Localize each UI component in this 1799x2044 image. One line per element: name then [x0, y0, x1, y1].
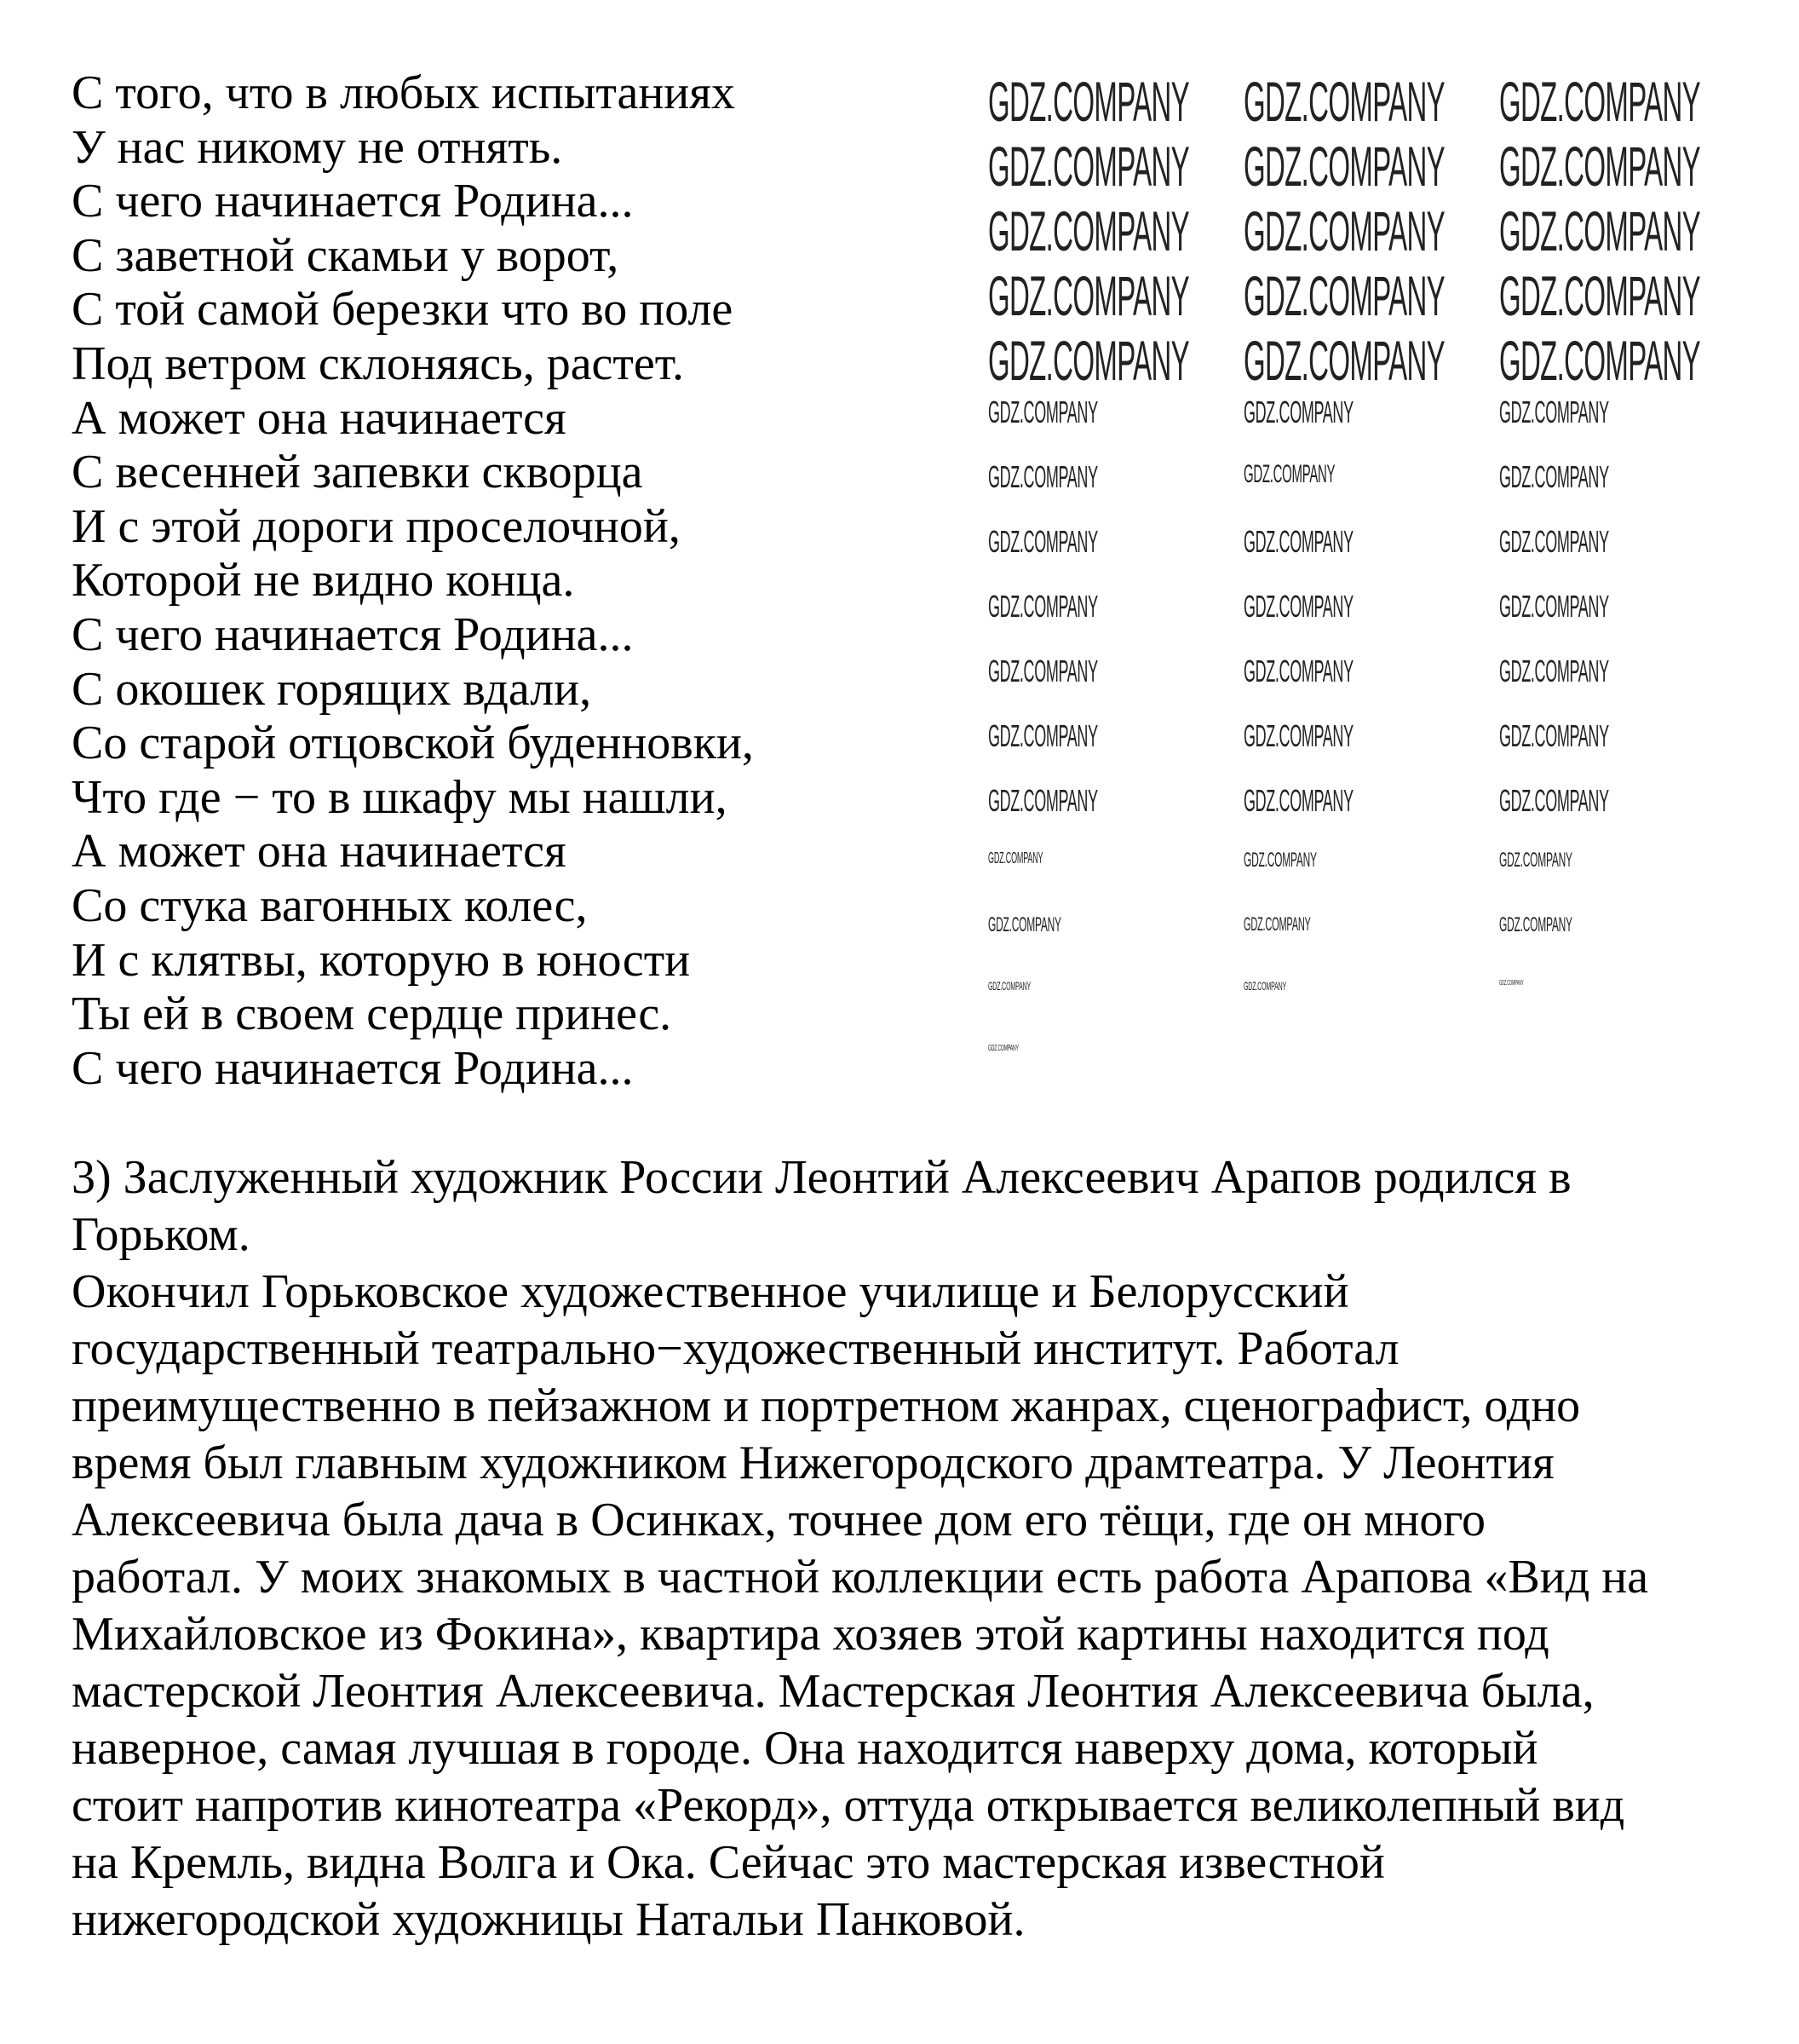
watermark-text: GDZ.COMPANY — [1499, 264, 1700, 327]
paragraph-line: на Кремль, видна Волга и Ока. Сейчас это мастерская известной — [72, 1836, 1385, 1889]
paragraph-line: работал. У моих знакомых в частной коллекции есть работа Арапова «Вид на — [72, 1551, 1649, 1604]
poem-line: С того, что в любых испытаниях — [72, 66, 736, 119]
watermark-text: GDZ.COMPANY — [1499, 913, 1572, 936]
watermark-text: GDZ.COMPANY — [1244, 524, 1354, 559]
paragraph-line: мастерской Леонтия Алексеевича. Мастерская Леонтия Алексеевича была, — [72, 1665, 1595, 1718]
poem-line: Со старой отцовской буденновки, — [72, 717, 754, 770]
poem-line: С чего начинается Родина... — [72, 1041, 634, 1095]
poem-line: С той самой березки что во поле — [72, 283, 733, 337]
poem-line: Под ветром склоняясь, растет. — [72, 337, 685, 390]
watermark-text: GDZ.COMPANY — [988, 459, 1098, 494]
paragraph-line: время был главным художником Нижегородского драмтеатра. У Леонтия — [72, 1437, 1555, 1489]
watermark-text: GDZ.COMPANY — [1244, 589, 1354, 624]
watermark-text: GDZ.COMPANY — [1499, 329, 1700, 392]
watermark-text: GDZ.COMPANY — [1244, 783, 1354, 818]
watermark-text: GDZ.COMPANY — [988, 849, 1043, 867]
watermark-text: GDZ.COMPANY — [988, 979, 1032, 993]
watermark-text: GDZ.COMPANY — [988, 589, 1098, 624]
watermark-text: GDZ.COMPANY — [988, 718, 1098, 753]
watermark-text: GDZ.COMPANY — [1499, 979, 1524, 987]
poem-line: А может она начинается — [72, 825, 566, 878]
watermark-text: GDZ.COMPANY — [1244, 718, 1354, 753]
watermark-text: GDZ.COMPANY — [1244, 199, 1445, 262]
watermark-text: GDZ.COMPANY — [1244, 70, 1445, 133]
poem-line: У нас никому не отнять. — [72, 120, 563, 174]
poem-block — [72, 66, 754, 1096]
poem-line: Со стука вагонных колес, — [72, 878, 588, 932]
paragraph-line: 3) Заслуженный художник России Леонтий Алексеевич Арапов родился в — [72, 1151, 1572, 1204]
paragraph-line: нижегородской художницы Натальи Панковой. — [72, 1893, 1026, 1946]
watermark-text: GDZ.COMPANY — [1244, 654, 1354, 688]
paragraph-line: Горьком. — [72, 1208, 250, 1261]
poem-line: Что где − то в шкафу мы нашли, — [72, 770, 727, 824]
watermark-text: GDZ.COMPANY — [1244, 264, 1445, 327]
poem-line: С чего начинается Родина... — [72, 607, 634, 661]
paragraph-line: Алексеевича была дача в Осинках, точнее дом его тёщи, где он много — [72, 1494, 1486, 1546]
paragraph-line: государственный театрально−художественный институт. Работал — [72, 1322, 1400, 1375]
watermark-text: GDZ.COMPANY — [1244, 913, 1311, 935]
watermark-text: GDZ.COMPANY — [988, 135, 1189, 198]
watermark-text: GDZ.COMPANY — [1499, 849, 1572, 872]
watermark-text: GDZ.COMPANY — [988, 524, 1098, 559]
poem-line: С весенней запевки скворца — [72, 446, 643, 499]
watermark-text: GDZ.COMPANY — [988, 783, 1098, 818]
paragraph-line: стоит напротив кинотеатра «Рекорд», оттуда открывается великолепный вид — [72, 1779, 1625, 1832]
watermark-text: GDZ.COMPANY — [1499, 135, 1700, 198]
watermark-text: GDZ.COMPANY — [1499, 70, 1700, 133]
watermark-text: GDZ.COMPANY — [988, 913, 1061, 936]
watermark-text: GDZ.COMPANY — [1244, 329, 1445, 392]
watermark-text: GDZ.COMPANY — [988, 264, 1189, 327]
watermark-text: GDZ.COMPANY — [1499, 718, 1609, 753]
watermark-text: GDZ.COMPANY — [988, 654, 1098, 688]
poem-line: Ты ей в своем сердце принес. — [72, 987, 672, 1041]
watermark-text: GDZ.COMPANY — [1499, 524, 1609, 559]
watermark-text: GDZ.COMPANY — [1499, 589, 1609, 624]
poem-line: Которой не видно конца. — [72, 554, 575, 607]
paragraph-line: Окончил Горьковское художественное училище и Белорусский — [72, 1265, 1349, 1318]
paragraph-line: наверное, самая лучшая в городе. Она находится наверху дома, который — [72, 1722, 1538, 1775]
watermark-text: GDZ.COMPANY — [988, 70, 1189, 133]
watermark-text: GDZ.COMPANY — [1499, 459, 1609, 494]
watermark-text: GDZ.COMPANY — [1244, 394, 1354, 429]
watermark-text: GDZ.COMPANY — [988, 1044, 1019, 1053]
watermark-text: GDZ.COMPANY — [1499, 783, 1609, 818]
watermark-text: GDZ.COMPANY — [988, 199, 1189, 262]
watermark-text: GDZ.COMPANY — [1244, 460, 1336, 488]
paragraph-line: преимущественно в пейзажном и портретном жанрах, сценографист, одно — [72, 1379, 1581, 1432]
poem-line: И с клятвы, которую в юности — [72, 933, 691, 987]
watermark-text: GDZ.COMPANY — [1244, 849, 1317, 872]
poem-line: С чего начинается Родина... — [72, 175, 634, 228]
watermark-text: GDZ.COMPANY — [988, 394, 1098, 429]
watermark-text: GDZ.COMPANY — [988, 329, 1189, 392]
paragraph-line: Михайловское из Фокина», квартира хозяев этой картины находится под — [72, 1608, 1549, 1661]
watermark-text: GDZ.COMPANY — [1244, 979, 1287, 993]
watermark-text: GDZ.COMPANY — [1499, 654, 1609, 688]
watermark-text: GDZ.COMPANY — [1244, 135, 1445, 198]
watermark-text: GDZ.COMPANY — [1499, 394, 1609, 429]
poem-line: И с этой дороги проселочной, — [72, 499, 681, 553]
poem-line: С заветной скамьи у ворот, — [72, 228, 619, 282]
poem-line: А может она начинается — [72, 391, 566, 445]
paragraph-block — [72, 1149, 1648, 1949]
poem-line: С окошек горящих вдали, — [72, 662, 592, 716]
watermark-text: GDZ.COMPANY — [1499, 199, 1700, 262]
